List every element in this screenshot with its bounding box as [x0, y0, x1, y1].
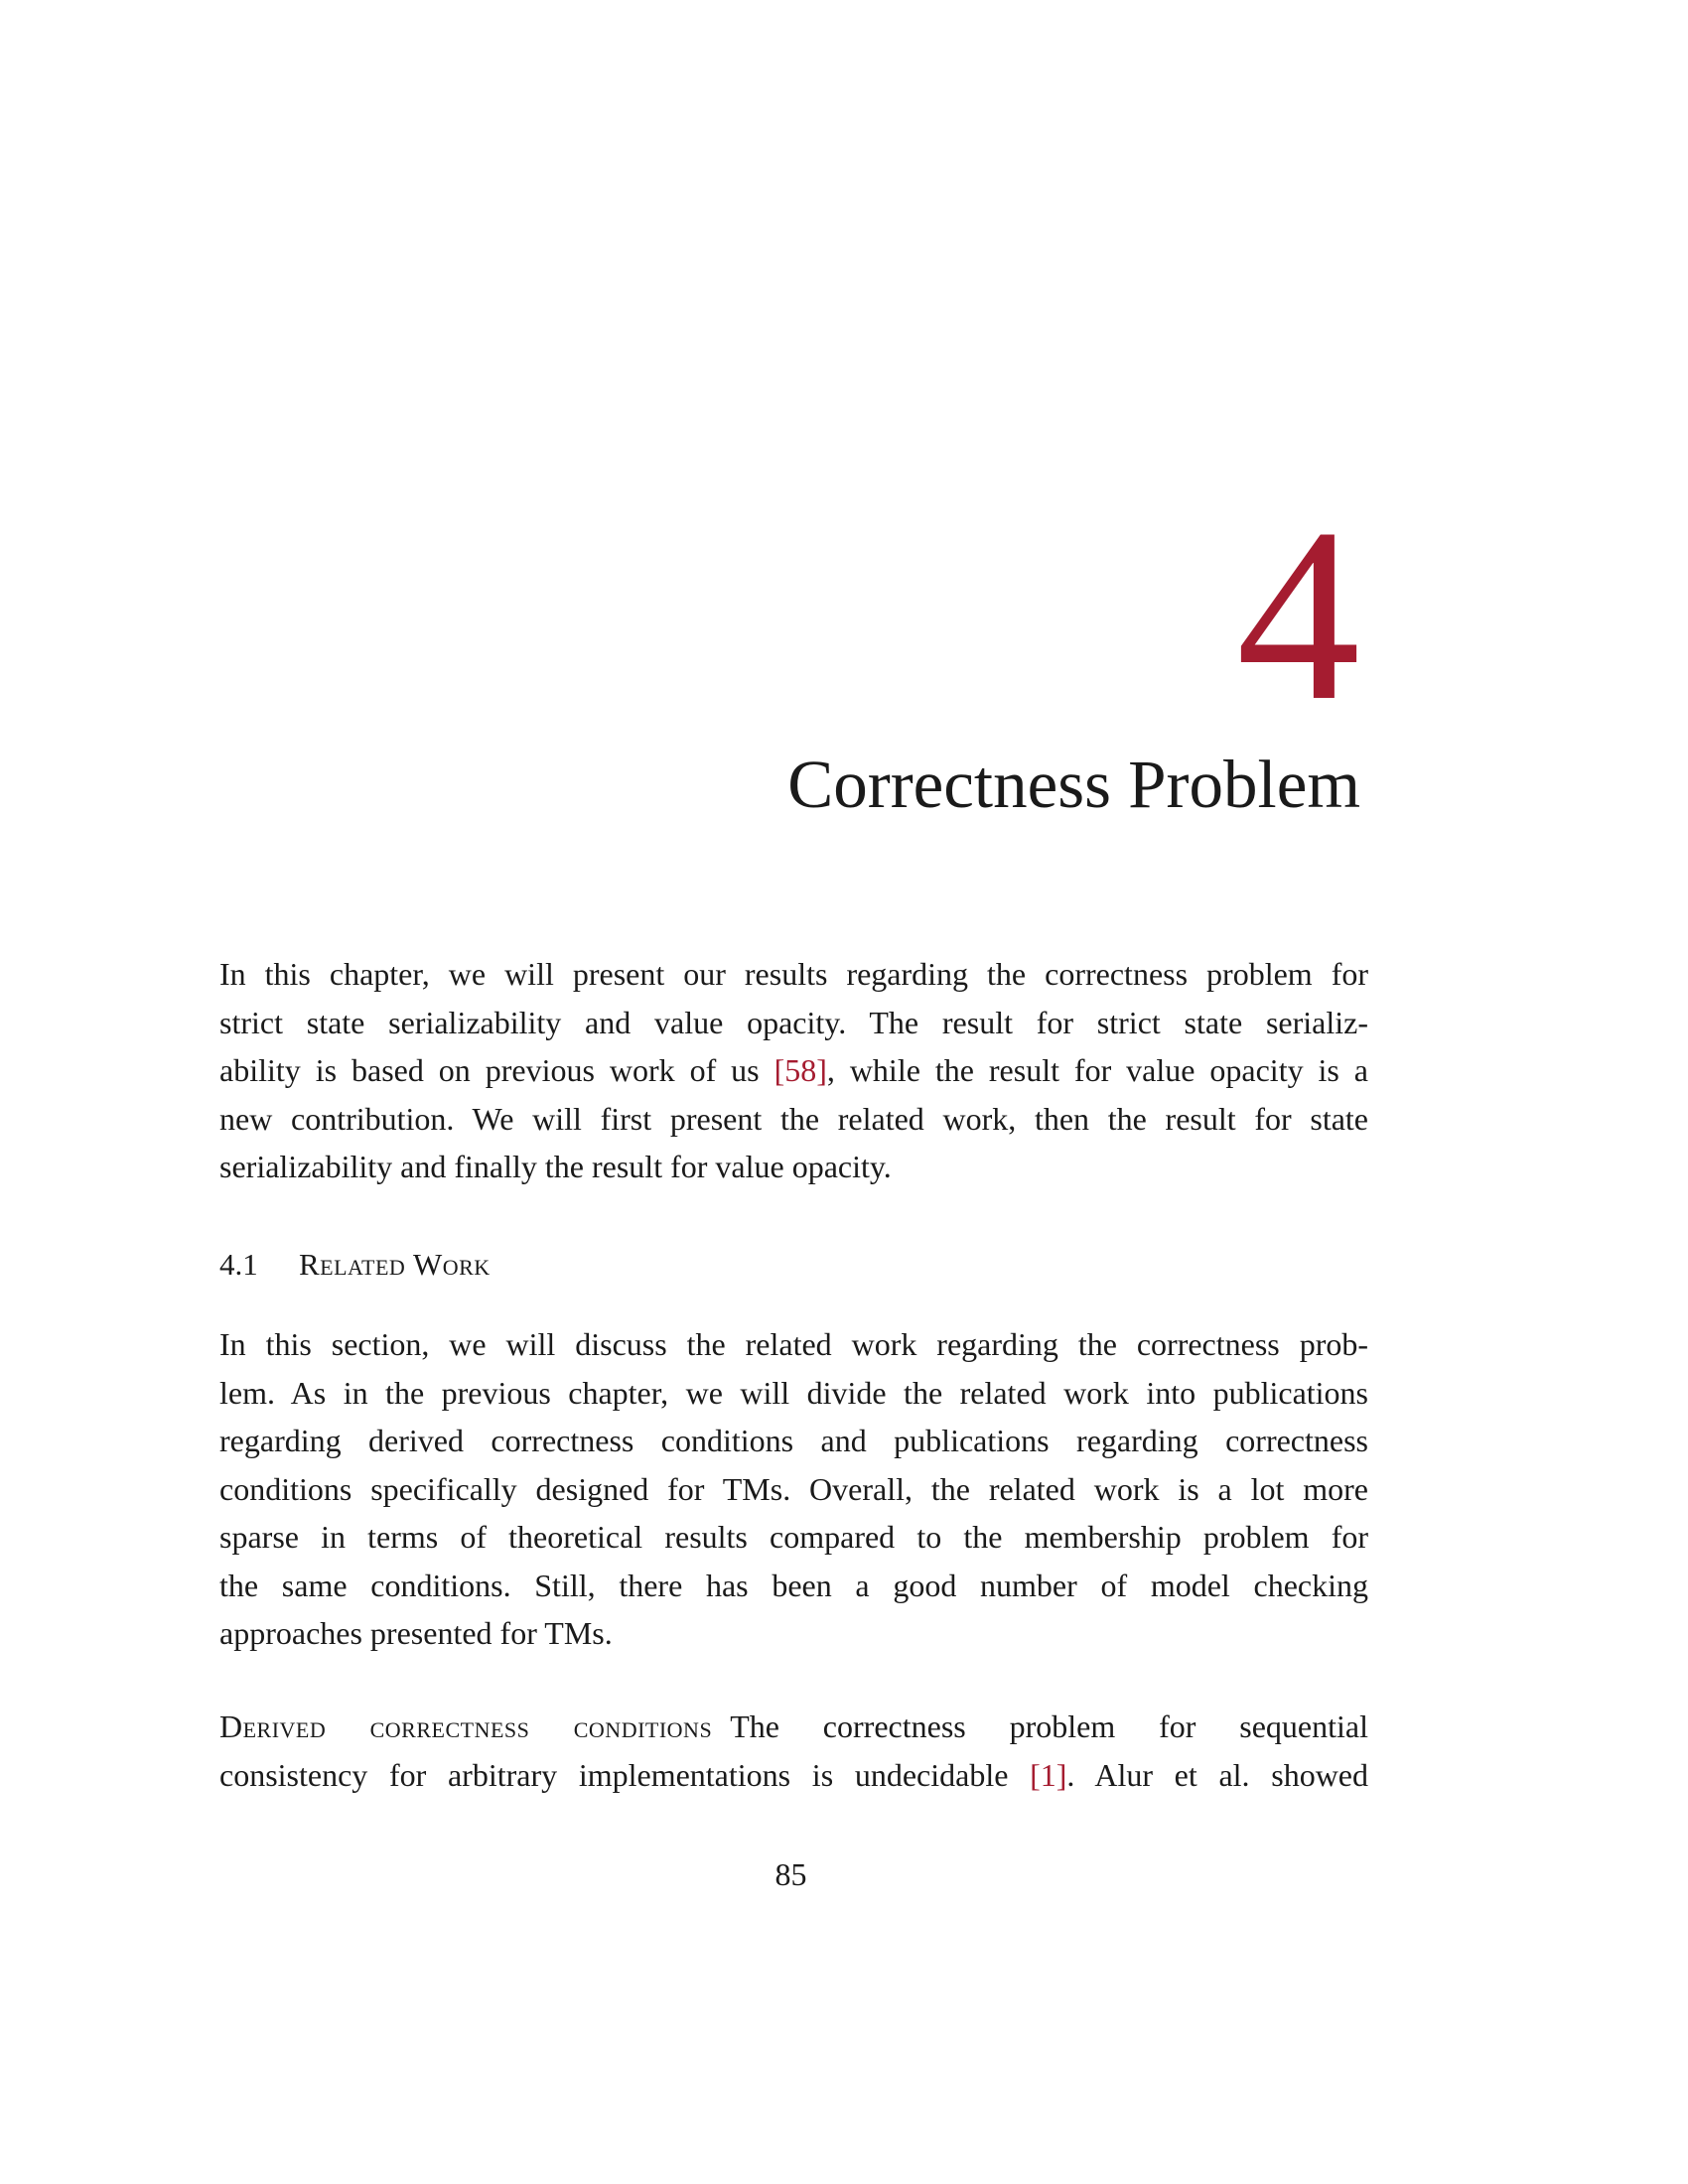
section-title: Related Work — [299, 1247, 491, 1282]
intro-line: new contribution. We will first present the related work, then the result for state — [219, 1100, 1368, 1137]
related-line: conditions specifically designed for TMs. Overall, the related work is a lot more — [219, 1470, 1368, 1507]
related-work-paragraph — [219, 1320, 1368, 1658]
related-line: In this section, we will discuss the related work regarding the correctness prob- — [219, 1326, 1368, 1362]
intro-line3-text: ability is based on previous work of us — [219, 1052, 774, 1088]
paragraph-label: Derived correctness conditions — [219, 1708, 713, 1744]
intro-line3-text-after: , while the result for value opacity is a — [826, 1052, 1369, 1088]
derived-line1-text: The correctness problem for sequential — [730, 1708, 1368, 1744]
related-line: lem. As in the previous chapter, we will divide the related work into publications — [219, 1374, 1368, 1411]
section-heading — [219, 1245, 491, 1285]
derived-line — [219, 1751, 1368, 1800]
derived-conditions-paragraph — [219, 1703, 1368, 1799]
intro-line — [219, 1046, 1368, 1095]
intro-line: strict state serializability and value opacity. The result for strict state serializ- — [219, 1004, 1368, 1040]
related-line: sparse in terms of theoretical results compared to the membership problem for — [219, 1519, 1368, 1555]
derived-line2-text-after: . Alur et al. showed — [1066, 1756, 1369, 1793]
chapter-title: Correctness Problem — [787, 747, 1360, 822]
chapter-number: 4 — [1236, 478, 1360, 752]
derived-line2-text: consistency for arbitrary implementations is undecidable — [219, 1756, 1031, 1793]
page-number: 85 — [774, 1856, 807, 1892]
related-line: regarding derived correctness conditions and publications regarding correctness — [219, 1423, 1368, 1458]
intro-line: In this chapter, we will present our results regarding the correctness problem for — [219, 956, 1368, 992]
related-line: the same conditions. Still, there has been a good number of model checking — [219, 1567, 1368, 1603]
citation-link-58[interactable]: [58] — [774, 1052, 827, 1088]
citation-link-1[interactable]: [1] — [1030, 1756, 1067, 1793]
intro-line: serializability and finally the result for value opacity. — [219, 1149, 892, 1184]
intro-paragraph — [219, 950, 1368, 1191]
derived-line — [219, 1703, 1368, 1751]
related-line: approaches presented for TMs. — [219, 1615, 613, 1651]
section-number: 4.1 — [219, 1247, 258, 1282]
